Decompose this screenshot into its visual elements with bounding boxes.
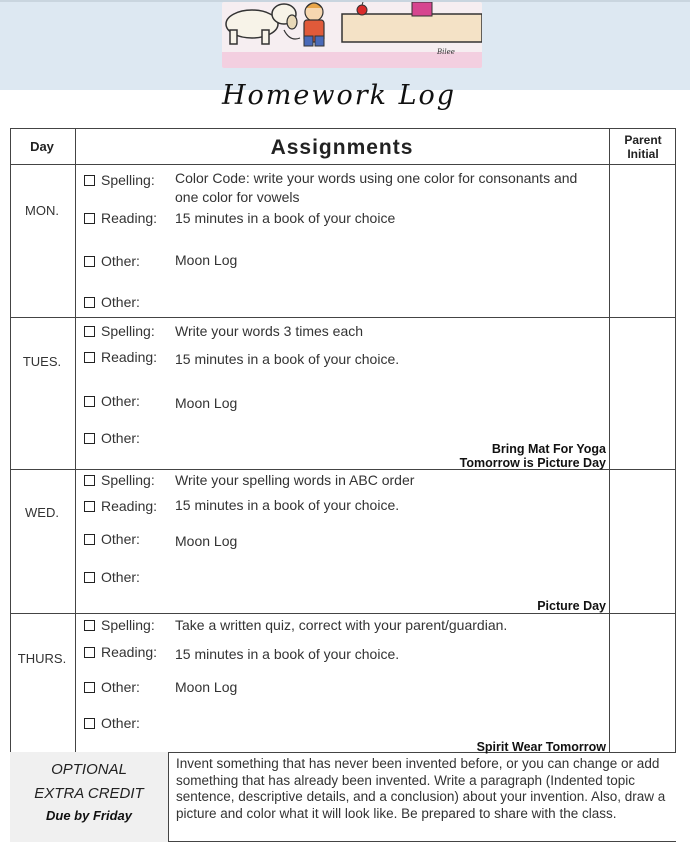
extra-credit-optional: OPTIONAL [51, 761, 127, 778]
row-label-reading: Reading: [84, 498, 157, 514]
header-parent-initial: Parent Initial [624, 133, 662, 161]
row-label-other: Other: [84, 430, 140, 446]
checkbox[interactable] [84, 572, 95, 583]
banner-illustration [222, 2, 482, 68]
note-text: Bring Mat For Yoga [491, 442, 606, 456]
checkbox[interactable] [84, 534, 95, 545]
day-column-border [75, 128, 76, 752]
row-label-other: Other: [84, 253, 140, 269]
note-text: Tomorrow is Picture Day [459, 456, 606, 470]
checkbox[interactable] [84, 433, 95, 444]
checkbox[interactable] [84, 352, 95, 363]
banner-drawing [222, 2, 482, 68]
day-label-wed: WED. [25, 505, 59, 520]
parent-column-border [609, 128, 610, 752]
row-value-other: Moon Log [175, 679, 238, 695]
checkbox[interactable] [84, 718, 95, 729]
checkbox[interactable] [84, 175, 95, 186]
checkbox[interactable] [84, 256, 95, 267]
row-value-reading: 15 minutes in a book of your choice. [175, 646, 400, 662]
header-day: Day [30, 138, 54, 154]
row-label-other: Other: [84, 531, 140, 547]
table-left-border [10, 128, 11, 842]
row-label-other: Other: [84, 393, 140, 409]
banner-signature: Bilee [437, 48, 455, 56]
day-label-mon: MON. [25, 203, 59, 218]
row-value-spelling-cont: one color for vowels [175, 189, 300, 205]
header-assignments: Assignments [270, 136, 414, 159]
row-label-other: Other: [84, 679, 140, 695]
checkbox[interactable] [84, 396, 95, 407]
checkbox[interactable] [84, 326, 95, 337]
checkbox[interactable] [84, 297, 95, 308]
checkbox[interactable] [84, 501, 95, 512]
row-label-reading: Reading: [84, 644, 157, 660]
row-label-other: Other: [84, 715, 140, 731]
row-label-other: Other: [84, 294, 140, 310]
day-label-tues: TUES. [22, 354, 62, 369]
note-text: Picture Day [537, 599, 606, 613]
row-divider [10, 613, 676, 614]
row-label-spelling: Spelling: [84, 472, 155, 488]
row-value-spelling: Write your words 3 times each [175, 323, 364, 339]
checkbox[interactable] [84, 620, 95, 631]
row-label-spelling: Spelling: [84, 172, 155, 188]
row-value-other: Moon Log [175, 533, 238, 549]
row-label-spelling: Spelling: [84, 323, 155, 339]
row-value-spelling: Color Code: write your words using one color for consonants and [175, 170, 578, 186]
row-value-spelling: Write your spelling words in ABC order [175, 472, 415, 488]
extra-credit-due: Due by Friday [46, 808, 132, 823]
checkbox[interactable] [84, 213, 95, 224]
extra-credit-title: EXTRA CREDIT [34, 785, 144, 802]
page-title: Homework Log [222, 80, 457, 111]
row-value-other: Moon Log [175, 395, 238, 411]
extra-credit-divider [168, 752, 169, 842]
extra-credit-description: Invent something that has never been invented before, or you can change or add something that has already been invented. Write a paragraph (Indented topic sentence, descriptive details, and a conclusion) about your invention. Also, draw a picture and color what it will look like. Be prepared to share with the class. [176, 756, 666, 821]
row-label-reading: Reading: [84, 349, 157, 365]
checkbox[interactable] [84, 647, 95, 658]
table-right-border [675, 128, 676, 752]
row-divider [10, 317, 676, 318]
row-label-reading: Reading: [84, 210, 157, 226]
row-value-other: Moon Log [175, 252, 238, 268]
row-value-reading: 15 minutes in a book of your choice [175, 210, 396, 226]
row-label-other: Other: [84, 569, 140, 585]
row-value-spelling: Take a written quiz, correct with your parent/guardian. [175, 617, 508, 633]
checkbox[interactable] [84, 682, 95, 693]
row-label-spelling: Spelling: [84, 617, 155, 633]
row-value-reading: 15 minutes in a book of your choice. [175, 497, 400, 513]
note-text: Spirit Wear Tomorrow [476, 740, 606, 754]
checkbox[interactable] [84, 475, 95, 486]
row-value-reading: 15 minutes in a book of your choice. [175, 351, 400, 367]
day-label-thurs: THURS. [17, 651, 67, 666]
